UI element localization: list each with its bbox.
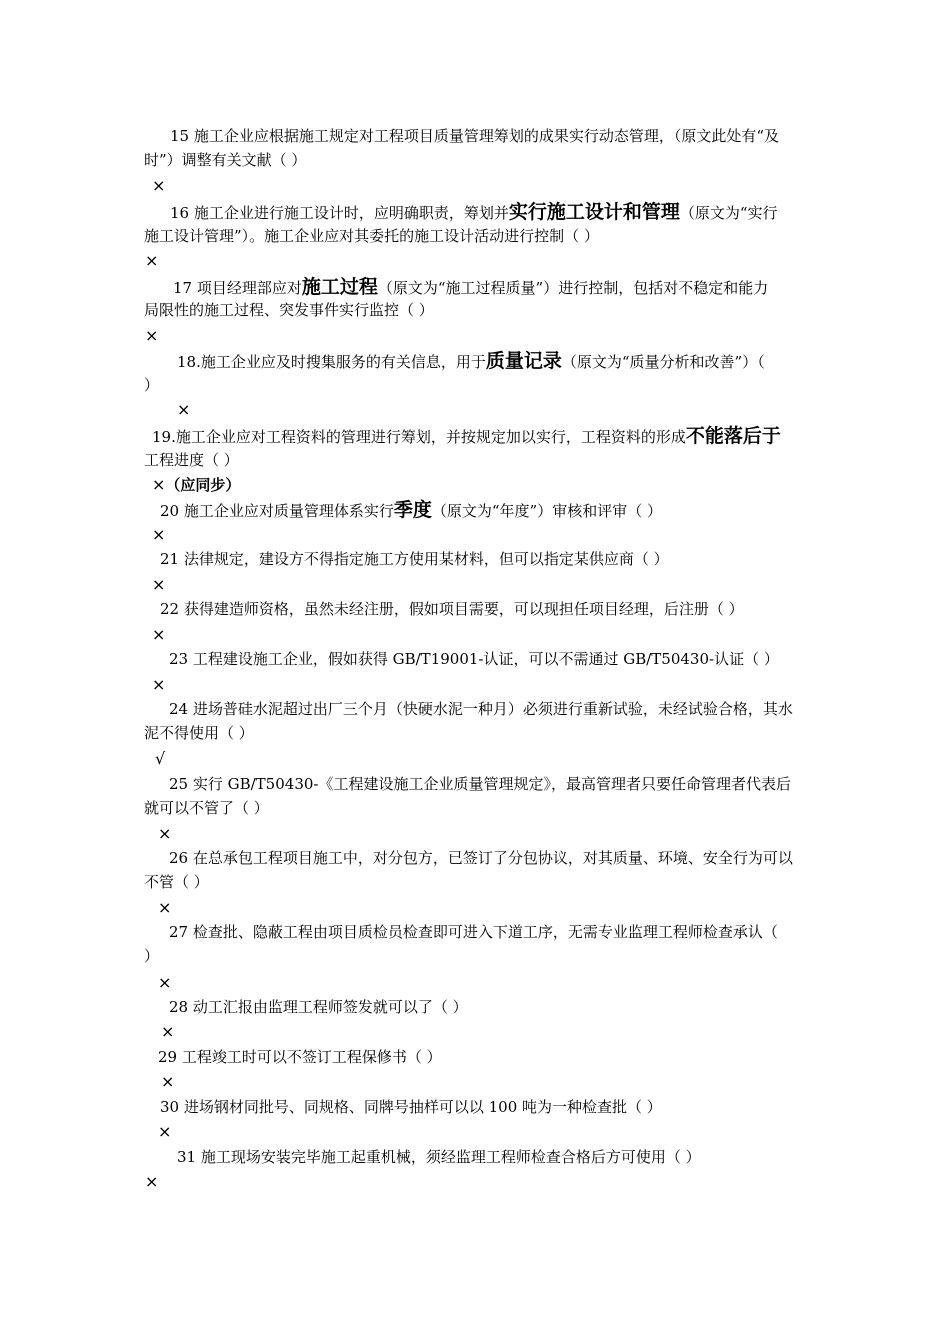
question-19-answer-note: （应同步） — [165, 476, 241, 494]
question-19-answer: × — [152, 475, 166, 494]
question-16-text-b: （原文为“实行 — [679, 204, 778, 222]
question-25-answer: × — [158, 824, 172, 843]
question-15-line-2: 时”）调整有关文献（ ） — [144, 151, 307, 169]
question-17-text-b: （原文为“施工过程质量”）进行控制，包括对不稳定和能力 — [377, 279, 769, 297]
question-17-answer: × — [145, 326, 159, 345]
question-27-line-2: ） — [144, 947, 160, 965]
question-22-answer: × — [152, 625, 166, 644]
question-15-answer: × — [152, 176, 166, 195]
question-24-line-1: 24 进场普硅水泥超过出厂三个月（快硬水泥一种月）必须进行重新试验，未经试验合格，其水 — [169, 700, 793, 718]
question-18-line-2: ） — [144, 376, 160, 394]
question-16-emphasis: 实行施工设计和管理 — [508, 201, 680, 223]
question-16-text-a: 16 施工企业进行施工设计时，应明确职责，筹划并 — [170, 204, 509, 222]
question-24-line-2: 泥不得使用（ ） — [144, 724, 254, 742]
question-18-answer: × — [177, 400, 191, 419]
question-20-line-1 — [160, 498, 662, 522]
question-17-line-1 — [173, 275, 768, 299]
question-25-line-1: 25 实行 GB/T50430-《工程建设施工企业质量管理规定》，最高管理者只要任命管理者代表后 — [169, 775, 791, 793]
question-21-answer: × — [152, 575, 166, 594]
question-31-line-1: 31 施工现场安装完毕施工起重机械，须经监理工程师检查合格后方可使用（ ） — [177, 1148, 701, 1166]
question-26-line-1: 26 在总承包工程项目施工中，对分包方，已签订了分包协议，对其质量、环境、安全行为可以 — [169, 849, 793, 867]
question-30-line-1: 30 进场钢材同批号、同规格、同牌号抽样可以以 100 吨为一种检查批（ ） — [160, 1098, 662, 1116]
question-17-line-2: 局限性的施工过程、突发事件实行监控（ ） — [144, 301, 434, 319]
question-19-emphasis: 不能落后于 — [685, 425, 781, 447]
question-18-text-b: （原文为“质量分析和改善”）（ — [561, 353, 765, 371]
question-20-emphasis: 季度 — [393, 499, 432, 521]
question-24-answer: √ — [155, 749, 166, 768]
question-29-line-1: 29 工程竣工时可以不签订工程保修书（ ） — [158, 1048, 442, 1066]
question-19-line-2: 工程进度（ ） — [144, 451, 239, 469]
question-16-line-1 — [170, 200, 778, 224]
question-25-line-2: 就可以不管了（ ） — [144, 799, 269, 817]
question-17-emphasis: 施工过程 — [301, 276, 378, 298]
question-30-answer: × — [158, 1122, 172, 1141]
question-22-line-1: 22 获得建造师资格，虽然未经注册，假如项目需要，可以现担任项目经理，后注册（ ） — [160, 600, 744, 618]
question-20-text-b: （原文为“年度”）审核和评审（ ） — [431, 502, 662, 520]
question-23-line-1: 23 工程建设施工企业，假如获得 GB/T19001-认证，可以不需通过 GB/T50430-认证（ ） — [169, 650, 779, 668]
question-16-line-2: 施工设计管理”）。施工企业应对其委托的施工设计活动进行控制（ ） — [144, 227, 599, 245]
question-19-line-1 — [152, 424, 781, 448]
question-28-line-1: 28 动工汇报由监理工程师签发就可以了（ ） — [169, 998, 468, 1016]
question-19-answer-row — [152, 473, 240, 497]
question-20-answer: × — [152, 525, 166, 544]
question-27-answer: × — [158, 973, 172, 992]
question-18-line-1 — [177, 349, 765, 373]
question-31-answer: × — [145, 1172, 159, 1191]
question-21-line-1: 21 法律规定，建设方不得指定施工方使用某材料，但可以指定某供应商（ ） — [160, 550, 669, 568]
question-29-answer: × — [161, 1072, 175, 1091]
question-18-text-a: 18.施工企业应及时搜集服务的有关信息，用于 — [177, 353, 486, 371]
question-20-text-a: 20 施工企业应对质量管理体系实行 — [160, 502, 394, 520]
question-19-text-a: 19.施工企业应对工程资料的管理进行筹划，并按规定加以实行，工程资料的形成 — [152, 428, 686, 446]
question-15-line-1: 15 施工企业应根据施工规定对工程项目质量管理筹划的成果实行动态管理，（原文此处有“及 — [170, 127, 780, 145]
question-17-text-a: 17 项目经理部应对 — [173, 279, 302, 297]
question-27-line-1: 27 检查批、隐蔽工程由项目质检员检查即可进入下道工序，无需专业监理工程师检查承认（ — [169, 923, 778, 941]
question-23-answer: × — [152, 675, 166, 694]
question-28-answer: × — [161, 1022, 175, 1041]
question-16-answer: × — [145, 251, 159, 270]
question-18-emphasis: 质量记录 — [485, 350, 562, 372]
question-26-answer: × — [158, 898, 172, 917]
question-26-line-2: 不管（ ） — [144, 873, 209, 891]
